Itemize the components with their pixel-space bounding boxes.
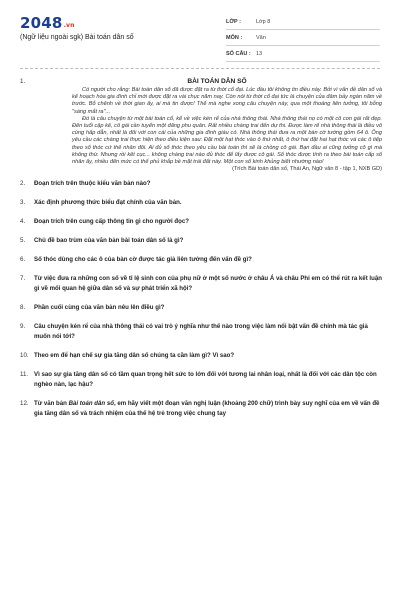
- meta-key: MÔN :: [226, 34, 243, 41]
- question-item: [20, 322, 382, 342]
- question-1-passage: [20, 78, 382, 173]
- header-divider: [20, 68, 380, 69]
- question-item: [20, 255, 382, 265]
- question-number: 10.: [20, 352, 29, 360]
- question-item: [20, 370, 382, 390]
- question-number: 1.: [20, 78, 26, 85]
- question-text: Vì sao sự gia tăng dân số có tầm quan trọng hết sức to lớn đối với tương lai nhân loại, nhất là đối với các dân tộc còn nghèo nàn, lạc hậu?: [34, 371, 377, 389]
- question-item: [20, 303, 382, 313]
- meta-value: 13: [256, 50, 263, 57]
- meta-value: Văn: [256, 34, 266, 41]
- question-number: 5.: [20, 237, 26, 245]
- question-item: [20, 351, 382, 361]
- meta-table: [226, 14, 380, 62]
- question-text: Câu chuyện kén rể của nhà thông thái có vai trò ý nghĩa như thế nào trong việc làm nổi bật vấn đề chính mà tác giả muốn nói tới?: [34, 323, 368, 341]
- passage-paragraph: Đó là câu chuyện từ một bài toán cổ, kể về việc kén rể của nhà thông thái. Nhà thông thái nọ có một cô con gái rất đẹp. Đến tuổi cập kê, cô gái cần tuyển một đấng phu quân. Rất nhiều chàng trai đến dự thi. Được làm rể nhà thông thái là điều vô cùng hấp dẫn, nhất là đối với con cái của những gia đình giàu có. Nhà thông thái đưa ra một bàn cờ tướng gồm 64 ô. Ông yêu cầu các chàng trai thực hiện theo điều kiện sau: Đặt một hạt thóc vào ô thứ nhất, ô thứ hai đặt hai hạt thóc và các ô tiếp theo số thóc cứ thế nhân đôi. Ai đủ số thóc theo yêu cầu bài toán thì sẽ là chồng cô gái. Bạn đầu ai cũng tưởng cô gì mà không thừ. Nhưng rồi kết cục... không chàng trai nào đủ thóc để lấy được cô gái. Số thóc được tính ra theo bài toán cấp số nhân ấy, nhiều đến mức có thể phủ khắp bề mặt trái đất này. Một con số kinh khủng biết nhường nào!: [72, 115, 382, 166]
- question-item: [20, 399, 382, 419]
- question-text: Từ việc đưa ra những con số về tỉ lệ sinh con của phụ nữ ở một số nước ở châu Á và châu Phi em có thể rút ra kết luận gì về mối quan hệ giữa dân số và sự phát triển xã hội?: [34, 275, 382, 293]
- question-number: 9.: [20, 323, 26, 331]
- meta-key: LỚP :: [226, 18, 241, 25]
- document-title: (Ngữ liệu ngoài sgk) Bài toán dân số: [20, 34, 134, 41]
- question-number: 8.: [20, 304, 26, 312]
- site-logo[interactable]: [20, 14, 75, 32]
- question-text: Xác định phương thức biểu đạt chính của văn bản.: [34, 199, 182, 207]
- question-number: 11.: [20, 371, 29, 379]
- question-item: [20, 217, 382, 227]
- passage-title: BÀI TOÁN DÂN SỐ: [187, 78, 247, 85]
- meta-row-question-count: [226, 46, 380, 62]
- question-number: 4.: [20, 218, 26, 226]
- logo-suffix: .vn: [63, 22, 75, 29]
- question-number: 6.: [20, 256, 26, 264]
- question-number: 3.: [20, 199, 26, 207]
- question-text-title: Bài toán dân số: [68, 400, 114, 408]
- question-item: [20, 236, 382, 246]
- meta-row-subject: [226, 30, 380, 46]
- meta-row-class: [226, 14, 380, 30]
- question-item: [20, 198, 382, 208]
- question-item: [20, 274, 382, 294]
- question-number: 2.: [20, 180, 26, 188]
- question-text: Số thóc dùng cho các ô của bàn cờ được tác giả liên tưởng đến vấn đề gì?: [34, 256, 252, 264]
- meta-value: Lớp 8: [256, 18, 271, 25]
- question-text: Đoạn trích trên cung cấp thông tin gì cho người đọc?: [34, 218, 189, 226]
- passage-paragraph: Có người cho rằng: Bài toán dân số đã được đặt ra từ thời cổ đại. Lúc đầu tôi không tin điều này. Bởi vì vấn đề dân số và kế hoạch hóa gia đình chỉ mới được đặt ra vài chục năm nay. Còn nói từ thời cổ đại tức là chuyện của đâm bảy ngàn năm về trước. Bỗ chênh về thời gian ấy, ai mà tin được! Thế mà nghe xong câu chuyện này, qua một thoáng liên tưởng, tôi bỗng "sáng mắt ra"...: [72, 87, 382, 115]
- question-text: Theo em để hạn chế sự gia tăng dân số chúng ta cần làm gì? Vì sao?: [34, 352, 235, 360]
- question-list: [20, 78, 382, 419]
- passage-source: (Trích Bài toán dân số, Thái An, Ngữ văn 8 - tập 1, NXB GD): [232, 166, 382, 173]
- page-header: [0, 0, 400, 66]
- logo-text: 2048: [20, 14, 63, 32]
- question-text-suffix: , em hãy viết một đoạn văn nghị luận (khoảng 200 chữ) trình bày suy nghĩ của em về vấn đề gia tăng dân số và trách nhiệm của thế hệ trẻ trong việc chung tay: [34, 400, 380, 418]
- passage-body: [72, 87, 382, 166]
- question-number: 7.: [20, 275, 26, 283]
- question-text-prefix: Từ văn bản: [34, 400, 69, 408]
- question-number: 12.: [20, 400, 29, 408]
- question-text: Chủ đề bao trùm của văn bản bài toán dân số là gì?: [34, 237, 184, 245]
- question-text: [34, 399, 382, 419]
- question-item: [20, 179, 382, 189]
- question-text: Đoạn trích trên thuộc kiểu văn bản nào?: [34, 180, 151, 188]
- meta-key: SỐ CÂU :: [226, 50, 251, 57]
- question-text: Phần cuối cùng của văn bản nêu lên điều gì?: [34, 304, 165, 312]
